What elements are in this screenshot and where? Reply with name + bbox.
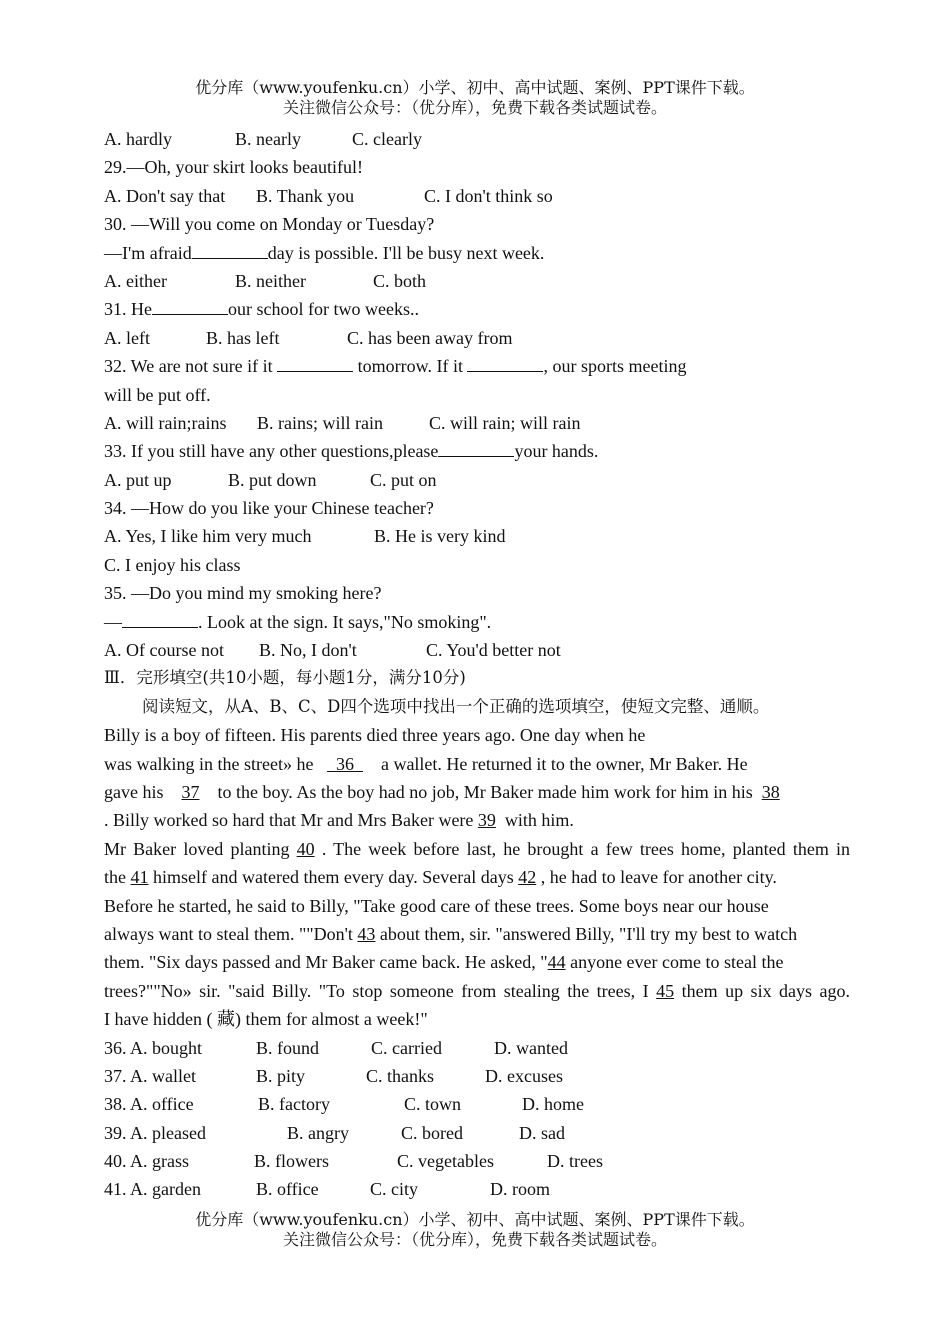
passage-text: the	[104, 867, 126, 888]
q38-option-c: C. town	[404, 1094, 462, 1115]
q31-option-b: B. has left	[206, 327, 280, 348]
passage-text: with him.	[504, 810, 574, 831]
q32-option-b: B. rains; will rain	[257, 412, 383, 433]
q41-option-b: B. office	[256, 1179, 319, 1200]
q30-options	[104, 267, 850, 295]
passage-text: them. "Six days passed and Mr Baker came back. He asked, "	[104, 952, 548, 973]
passage-text: . The week before last, he brought a few trees home, planted them in	[321, 838, 850, 859]
q32-stem-part-3: , our sports meeting	[543, 356, 687, 377]
passage-text: was walking in the street» he	[104, 753, 314, 774]
q33-options	[104, 466, 850, 494]
passage-text: gave his	[104, 781, 164, 802]
q40-option-b: B. flowers	[254, 1151, 329, 1172]
q35-reply-end: . Look at the sign. It says,"No smoking".	[198, 611, 492, 632]
passage-text: about them, sir. "answered Billy, "I'll try my best to watch	[379, 923, 798, 944]
q31-option-c: C. has been away from	[347, 327, 513, 348]
q28-option-a: A. hardly	[104, 129, 172, 149]
q28-option-c: C. clearly	[352, 129, 422, 149]
q32-stem-part-1: 32. We are not sure if it	[104, 356, 273, 377]
passage-line-6	[104, 863, 850, 891]
q29-option-b: B. Thank you	[256, 185, 355, 206]
blank-41: 41	[130, 867, 149, 888]
passage-line-4	[104, 806, 850, 834]
question-37	[104, 1062, 850, 1090]
q33-option-a: A. put up	[104, 469, 172, 490]
q32-blank-1	[277, 354, 353, 372]
passage-line-5	[104, 835, 850, 863]
blank-40: 40	[296, 838, 315, 859]
passage-text: them up six days ago.	[681, 980, 851, 1001]
q33-stem-start: 33. If you still have any other questions,please	[104, 441, 439, 462]
q33-option-c: C. put on	[370, 469, 437, 490]
q32-option-a: A. will rain;rains	[104, 412, 227, 433]
passage-line-11: I have hidden ( 藏) them for almost a week!"	[104, 1009, 428, 1030]
q32-option-c: C. will rain; will rain	[429, 412, 581, 433]
q28-options	[104, 125, 850, 153]
q34-options	[104, 522, 850, 550]
q31-blank	[152, 297, 228, 315]
q39-option-c: C. bored	[401, 1122, 463, 1143]
q36-option-b: B. found	[256, 1037, 319, 1058]
question-38	[104, 1090, 850, 1118]
q35-option-b: B. No, I don't	[259, 640, 357, 661]
footer-line-1: 优分库（www.youfenku.cn）小学、初中、高中试题、案例、PPT课件下载。	[195, 1210, 755, 1229]
passage-text: always want to steal them. ""Don't	[104, 923, 353, 944]
q41-option-c: C. city	[370, 1179, 418, 1200]
section-3-title: Ⅲ．完形填空(共10小题，每小题1分，满分10分)	[104, 668, 466, 688]
q41-option-a: 41. A. garden	[104, 1179, 201, 1200]
q30-blank	[192, 241, 268, 259]
q30-reply-start: —I'm afraid	[104, 242, 192, 263]
blank-43: 43	[357, 923, 376, 944]
q32-options	[104, 409, 850, 437]
q39-option-a: 39. A. pleased	[104, 1122, 206, 1143]
blank-39: 39	[477, 810, 496, 831]
q35-reply	[104, 608, 850, 636]
q30-option-a: A. either	[104, 270, 167, 291]
q29-options	[104, 182, 850, 210]
q33-stem	[104, 437, 850, 465]
q35-reply-start: —	[104, 611, 122, 632]
passage-line-2	[104, 750, 850, 778]
exam-content	[104, 125, 850, 1204]
passage-text: anyone ever come to steal the	[570, 952, 784, 973]
q32-stem-cont: will be put off.	[104, 384, 211, 405]
q37-option-a: 37. A. wallet	[104, 1065, 196, 1086]
q31-stem	[104, 295, 850, 323]
passage-text: a wallet. He returned it to the owner, Mr Baker. He	[380, 753, 748, 774]
q38-option-b: B. factory	[258, 1094, 330, 1115]
passage-text: Mr Baker loved planting	[104, 838, 290, 859]
q30-option-b: B. neither	[235, 270, 306, 291]
blank-38: 38	[761, 781, 780, 802]
q31-option-a: A. left	[104, 327, 150, 348]
q33-blank	[438, 439, 514, 457]
blank-36	[327, 754, 363, 774]
q33-option-b: B. put down	[228, 469, 317, 490]
q30-reply-end: day is possible. I'll be busy next week.	[267, 242, 545, 263]
passage-line-9	[104, 948, 850, 976]
passage-line-1: Billy is a boy of fifteen. His parents died three years ago. One day when he	[104, 725, 646, 746]
passage-text: himself and watered them every day. Several days	[153, 867, 514, 888]
q34-option-b: B. He is very kind	[374, 526, 506, 547]
header-line-2: 关注微信公众号：（优分库），免费下载各类试题试卷。	[282, 98, 667, 117]
passage-text: trees?""No» sir. "said Billy. "To stop someone from stealing the trees, I	[104, 980, 649, 1001]
q36-option-a: 36. A. bought	[104, 1037, 203, 1058]
q35-stem: 35. —Do you mind my smoking here?	[104, 583, 382, 604]
q32-stem-part-2: tomorrow. If it	[357, 356, 463, 377]
q38-option-d: D. home	[522, 1094, 584, 1115]
passage-line-8	[104, 920, 850, 948]
q39-option-d: D. sad	[519, 1122, 565, 1143]
q29-stem: 29.—Oh, your skirt looks beautiful!	[104, 157, 363, 178]
q35-options	[104, 636, 850, 664]
page-footer	[0, 1210, 950, 1250]
passage-text: to the boy. As the boy had no job, Mr Baker made him work for him in his	[217, 781, 753, 802]
header-line-1: 优分库（www.youfenku.cn）小学、初中、高中试题、案例、PPT课件下载。	[195, 78, 755, 97]
blank-36-number: 36	[335, 753, 354, 774]
q39-option-b: B. angry	[287, 1122, 349, 1143]
q32-stem	[104, 352, 850, 380]
q28-option-b: B. nearly	[235, 129, 301, 149]
q37-option-c: C. thanks	[366, 1065, 435, 1086]
q35-blank	[122, 610, 198, 628]
q34-option-c: C. I enjoy his class	[104, 554, 241, 575]
q33-stem-end: your hands.	[514, 441, 599, 462]
question-39	[104, 1119, 850, 1147]
q40-option-a: 40. A. grass	[104, 1151, 189, 1172]
q37-option-b: B. pity	[256, 1065, 306, 1086]
q32-blank-2	[467, 354, 543, 372]
q38-option-a: 38. A. office	[104, 1094, 194, 1115]
q29-option-c: C. I don't think so	[424, 185, 553, 206]
blank-42: 42	[518, 867, 537, 888]
q36-option-c: C. carried	[371, 1037, 442, 1058]
page-header	[0, 78, 950, 118]
blank-45: 45	[656, 980, 675, 1001]
q30-option-c: C. both	[373, 270, 427, 291]
q30-reply	[104, 239, 850, 267]
q31-stem-start: 31. He	[104, 299, 152, 320]
q35-option-a: A. Of course not	[104, 640, 224, 661]
q34-option-a: A. Yes, I like him very much	[104, 526, 312, 547]
passage-line-10	[104, 977, 850, 1005]
blank-44: 44	[547, 952, 566, 973]
blank-37: 37	[181, 781, 200, 802]
passage-line-3	[104, 778, 850, 806]
q37-option-d: D. excuses	[485, 1065, 563, 1086]
q40-option-c: C. vegetables	[397, 1151, 494, 1172]
q40-option-d: D. trees	[547, 1151, 603, 1172]
passage-line-7: Before he started, he said to Billy, "Take good care of these trees. Some boys near our house	[104, 895, 769, 916]
q29-option-a: A. Don't say that	[104, 185, 226, 206]
footer-line-2: 关注微信公众号：（优分库），免费下载各类试题试卷。	[282, 1230, 667, 1249]
question-40	[104, 1147, 850, 1175]
q31-stem-end: our school for two weeks..	[228, 299, 419, 320]
passage-text: . Billy worked so hard that Mr and Mrs Baker were	[104, 810, 474, 831]
q36-option-d: D. wanted	[494, 1037, 568, 1058]
question-36	[104, 1034, 850, 1062]
question-41	[104, 1175, 850, 1203]
q34-stem: 34. —How do you like your Chinese teacher?	[104, 498, 434, 519]
passage-text: , he had to leave for another city.	[540, 867, 777, 888]
section-3-instruction: 阅读短文，从A、B、C、D四个选项中找出一个正确的选项填空，使短文完整、通顺。	[142, 696, 770, 716]
q41-option-d: D. room	[490, 1179, 550, 1200]
q31-options	[104, 324, 850, 352]
q35-option-c: C. You'd better not	[426, 640, 561, 661]
q30-stem: 30. —Will you come on Monday or Tuesday?	[104, 214, 435, 235]
